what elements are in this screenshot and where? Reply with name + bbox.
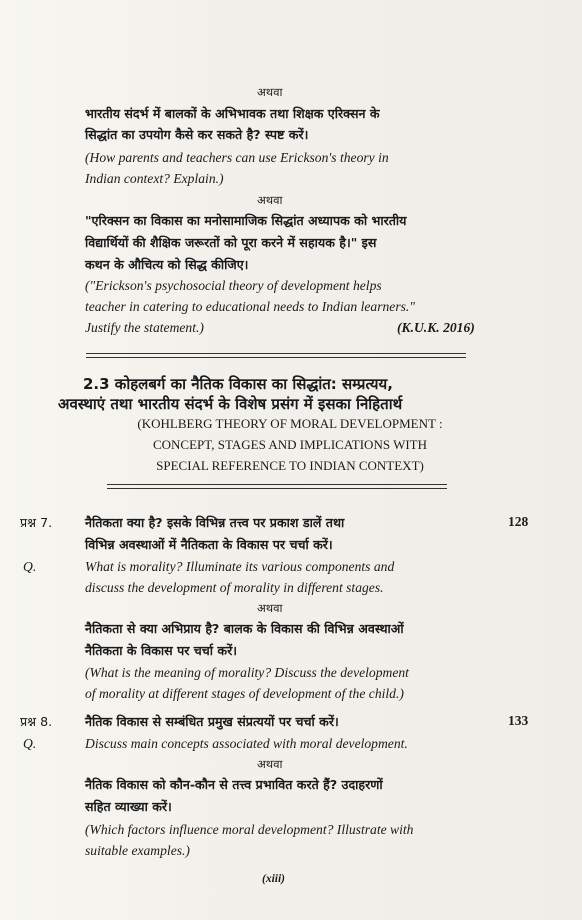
athva-separator: अथवा: [257, 193, 283, 207]
hindi-question-line: नैतिक विकास को कौन-कौन से तत्त्व प्रभावित करते हैं? उदाहरणों: [85, 777, 383, 792]
hindi-question-line: विभिन्न अवस्थाओं में नैतिकता के विकास पर चर्चा करें।: [85, 537, 333, 552]
section-divider: [107, 484, 447, 485]
athva-separator: अथवा: [257, 601, 283, 615]
section-divider: [86, 357, 466, 358]
hindi-question-line: नैतिकता से क्या अभिप्राय है? बालक के विकास की विभिन्न अवस्थाओं: [85, 621, 404, 636]
hindi-question-line: नैतिकता क्या है? इसके विभिन्न तत्त्व पर प्रकाश डालें तथा: [85, 515, 345, 530]
page-reference: 133: [508, 713, 529, 728]
page-number: (xiii): [262, 873, 285, 885]
hindi-question-line: विद्यार्थियों की शैक्षिक जरूरतों को पूरा करने में सहायक है।" इस: [85, 235, 377, 250]
section-heading-hindi: अवस्थाएं तथा भारतीय संदर्भ के विशेष प्रसंग में इसका निहितार्थ: [58, 395, 403, 413]
english-question-line: (Which factors influence moral development? Illustrate with: [85, 822, 414, 837]
english-question-line: teacher in catering to educational needs to Indian learners.": [85, 299, 416, 314]
section-heading-english: CONCEPT, STAGES AND IMPLICATIONS WITH: [152, 437, 427, 452]
athva-separator: अथवा: [257, 85, 283, 99]
english-question-line: Discuss main concepts associated with moral development.: [85, 736, 408, 751]
english-question-line: (How parents and teachers can use Erickson's theory in: [85, 150, 389, 165]
english-question-line: What is morality? Illuminate its various components and: [85, 559, 395, 574]
section-heading-hindi: 2.3 कोहलबर्ग का नैतिक विकास का सिद्धांत: सम्प्रत्यय,: [83, 375, 393, 393]
exam-citation: (K.U.K. 2016): [397, 320, 475, 335]
section-divider: [86, 353, 466, 354]
section-heading-english: (KOHLBERG THEORY OF MORAL DEVELOPMENT :: [137, 416, 443, 431]
hindi-question-line: नैतिक विकास से सम्बंधित प्रमुख संप्रत्ययों पर चर्चा करें।: [85, 714, 339, 729]
english-question-line: of morality at different stages of development of the child.): [85, 686, 404, 701]
question-label-english: Q.: [23, 736, 37, 751]
hindi-question-line: सिद्धांत का उपयोग कैसे कर सकते है? स्पष्ट करें।: [85, 127, 309, 142]
section-divider: [107, 488, 447, 489]
english-question-line: (What is the meaning of morality? Discuss the development: [85, 665, 409, 680]
athva-separator: अथवा: [257, 757, 283, 771]
question-label-english: Q.: [23, 559, 37, 574]
english-question-line: suitable examples.): [85, 843, 190, 858]
hindi-question-line: नैतिकता के विकास पर चर्चा करें।: [85, 643, 238, 658]
hindi-question-line: सहित व्याख्या करें।: [85, 799, 172, 814]
page-reference: 128: [508, 514, 529, 529]
english-question-line: ("Erickson's psychosocial theory of development helps: [85, 278, 382, 293]
hindi-question-line: भारतीय संदर्भ में बालकों के अभिभावक तथा शिक्षक एरिक्सन के: [85, 106, 380, 121]
question-label: प्रश्न 7.: [20, 515, 53, 530]
section-heading-english: SPECIAL REFERENCE TO INDIAN CONTEXT): [156, 458, 424, 473]
question-label: प्रश्न 8.: [20, 714, 53, 729]
hindi-question-line: कथन के औचित्य को सिद्ध कीजिए।: [85, 257, 249, 272]
english-question-line: Justify the statement.): [85, 320, 204, 335]
hindi-question-line: "एरिक्सन का विकास का मनोसामाजिक सिद्धांत अध्यापक को भारतीय: [85, 213, 407, 228]
english-question-line: Indian context? Explain.): [85, 171, 224, 186]
english-question-line: discuss the development of morality in different stages.: [85, 580, 384, 595]
